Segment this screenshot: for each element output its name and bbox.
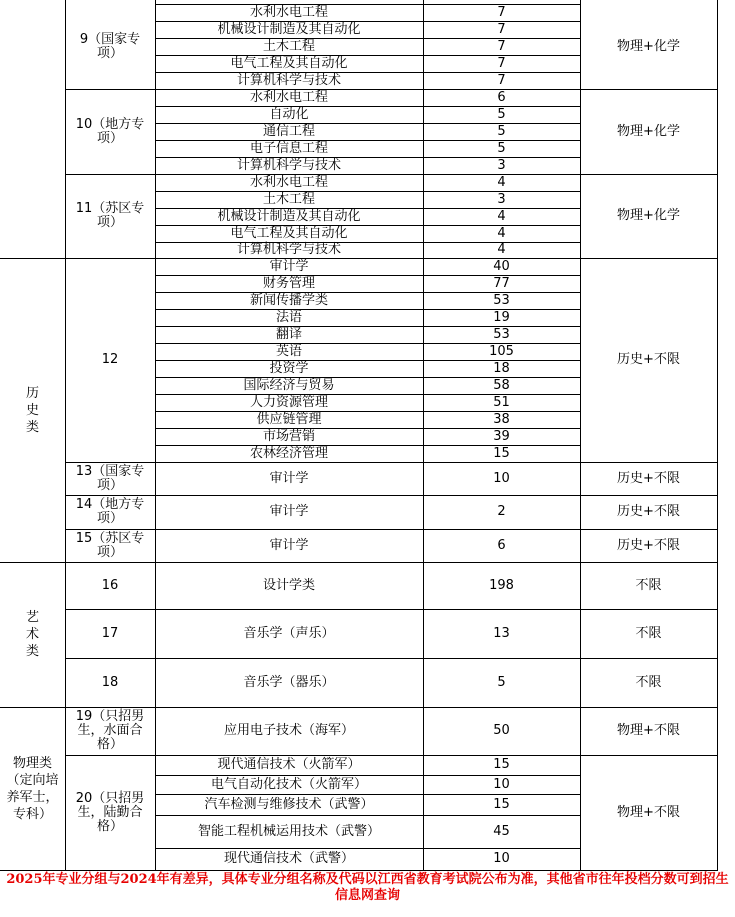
subject-requirement: 不限 (635, 577, 662, 593)
major-name: 计算机科学与技术 (236, 72, 341, 88)
major-name: 农林经济管理 (249, 445, 328, 461)
plan-count: 50 (493, 723, 510, 738)
plan-count: 10 (493, 851, 510, 866)
plan-count: 5 (497, 674, 506, 690)
major-name: 应用电子技术（海军） (223, 723, 354, 738)
plan-count: 77 (493, 275, 510, 291)
subject-requirement: 历史+不限 (617, 352, 680, 367)
major-name: 电气工程及其自动化 (230, 225, 348, 241)
plan-count: 38 (493, 411, 510, 427)
major-name: 机械设计制造及其自动化 (217, 208, 361, 224)
plan-count: 3 (497, 191, 506, 207)
plan-count: 15 (493, 796, 510, 812)
plan-count: 2 (497, 504, 506, 519)
group-code: 16 (101, 577, 119, 593)
subject-requirement: 历史+不限 (617, 504, 680, 519)
subject-requirement: 历史+不限 (617, 470, 680, 486)
category-label: 历 史 类 (25, 385, 39, 435)
major-name: 智能工程机械运用技术（武警） (197, 823, 380, 839)
major-name: 计算机科学与技术 (236, 242, 341, 257)
major-name: 汽车检测与维修技术（武警） (204, 796, 374, 812)
table-right-border (717, 0, 718, 870)
plan-count: 19 (493, 309, 510, 325)
group-code: 20（只招男 生，陆勤合 格） (75, 790, 145, 834)
group-code: 19（只招男 生，水面合 格） (75, 709, 145, 752)
plan-count: 10 (493, 470, 510, 486)
major-name: 审计学 (269, 470, 309, 486)
subject-requirement: 物理+不限 (617, 723, 680, 738)
category-label: 艺 术 类 (25, 610, 39, 659)
major-name: 设计学类 (262, 577, 315, 593)
plan-count: 51 (493, 394, 510, 410)
group-code: 13（国家专 项） (75, 463, 145, 493)
table-bottom-border (0, 870, 718, 871)
group-code: 14（地方专 项） (75, 497, 145, 526)
major-name: 土木工程 (262, 38, 315, 54)
plan-count: 7 (497, 4, 506, 20)
major-name: 现代通信技术（火箭军） (217, 757, 361, 772)
major-name: 新闻传播学类 (249, 292, 328, 308)
plan-count: 7 (497, 38, 506, 54)
plan-count: 6 (497, 89, 506, 105)
major-name: 审计学 (269, 504, 309, 519)
major-name: 水利水电工程 (249, 89, 328, 105)
footer-note: 2025年专业分组与2024年有差异，具体专业分组名称及代码以江西省教育考试院公布为准，其他省市往年投档分数可到招生信息网查询 (6, 872, 729, 903)
major-name: 供应链管理 (256, 411, 322, 427)
plan-count: 5 (497, 106, 506, 122)
subject-requirement: 不限 (635, 625, 662, 641)
major-rule (155, 4, 581, 5)
major-name: 审计学 (269, 537, 309, 553)
subject-requirement: 物理+化学 (617, 208, 680, 223)
plan-count: 15 (493, 757, 510, 772)
plan-count: 58 (493, 377, 510, 393)
major-name: 投资学 (269, 360, 309, 376)
group-code: 11（苏区专 项） (75, 201, 145, 230)
group-code: 12 (101, 352, 119, 367)
group-code: 18 (101, 674, 119, 690)
major-name: 自动化 (269, 106, 309, 122)
major-name: 翻译 (275, 326, 302, 342)
plan-count: 40 (493, 258, 510, 274)
major-name: 市场营销 (262, 428, 315, 444)
plan-count: 4 (497, 242, 506, 257)
major-name: 财务管理 (262, 275, 315, 291)
subject-requirement: 物理+化学 (617, 123, 680, 139)
plan-count: 6 (497, 537, 506, 553)
plan-count: 45 (493, 823, 510, 839)
major-name: 计算机科学与技术 (236, 157, 341, 173)
major-name: 人力资源管理 (249, 394, 328, 410)
group-code: 15（苏区专 项） (75, 530, 145, 560)
plan-count: 4 (497, 208, 506, 224)
plan-count: 105 (489, 343, 514, 359)
plan-count: 3 (497, 157, 506, 173)
plan-count: 53 (493, 326, 510, 342)
plan-count: 53 (493, 292, 510, 308)
plan-count: 10 (493, 776, 510, 792)
subject-requirement: 历史+不限 (617, 537, 680, 553)
major-name: 英语 (275, 343, 302, 359)
major-name: 审计学 (269, 258, 309, 274)
major-name: 机械设计制造及其自动化 (217, 21, 361, 37)
plan-count: 4 (497, 225, 506, 241)
major-name: 水利水电工程 (249, 174, 328, 190)
major-name: 现代通信技术（武警） (223, 851, 354, 866)
major-name: 水利水电工程 (249, 4, 328, 20)
plan-count: 7 (497, 72, 506, 88)
major-name: 国际经济与贸易 (243, 377, 335, 393)
plan-count: 7 (497, 55, 506, 71)
plan-count: 18 (493, 360, 510, 376)
major-name: 音乐学（器乐） (243, 674, 335, 690)
plan-count: 5 (497, 140, 506, 156)
subject-requirement: 不限 (635, 674, 662, 690)
major-name: 电气工程及其自动化 (230, 55, 348, 71)
subject-requirement: 物理+不限 (617, 804, 680, 820)
plan-count: 13 (493, 625, 510, 641)
plan-count: 39 (493, 428, 510, 444)
group-code: 10（地方专 项） (75, 116, 145, 146)
major-name: 电子信息工程 (249, 140, 328, 156)
major-name: 通信工程 (262, 123, 315, 139)
category-label: 物理类 （定向培 养军士， 专科） (6, 755, 59, 822)
plan-count: 4 (497, 174, 506, 190)
plan-count: 15 (493, 445, 510, 461)
major-name: 法语 (275, 309, 302, 325)
plan-count: 198 (489, 577, 514, 593)
subject-requirement: 物理+化学 (617, 38, 680, 54)
group-code: 9（国家专 项） (79, 31, 141, 61)
group-code: 17 (101, 625, 119, 641)
major-name: 音乐学（声乐） (243, 625, 335, 641)
plan-count: 5 (497, 123, 506, 139)
major-name: 土木工程 (262, 191, 315, 207)
major-name: 电气自动化技术（火箭军） (210, 776, 367, 792)
plan-count: 7 (497, 21, 506, 37)
